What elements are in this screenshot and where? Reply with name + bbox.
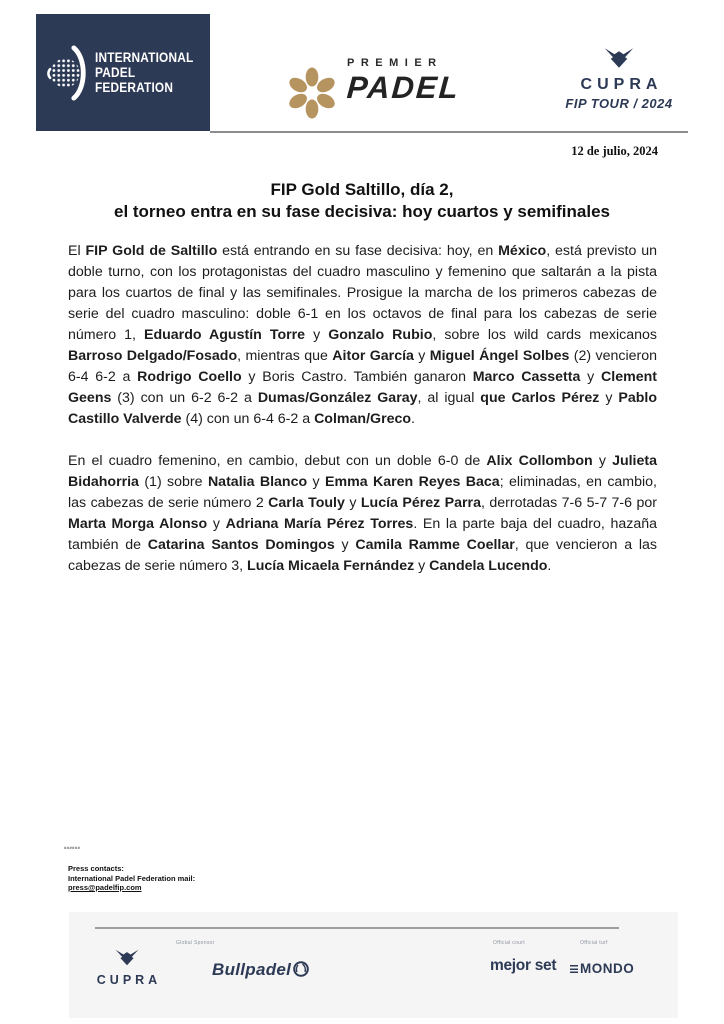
press-contacts-org: International Padel Federation mail:: [68, 873, 196, 883]
article-body: [68, 241, 657, 598]
page-title: [0, 179, 724, 222]
padel-label: PADEL: [345, 70, 461, 105]
press-email-link[interactable]: press@padelfip.com: [68, 883, 142, 892]
ipf-line-1: INTERNATIONAL: [95, 50, 194, 65]
header-divider: [210, 131, 688, 133]
cupra-wordmark: CUPRA: [580, 76, 663, 93]
body-paragraph-2: En el cuadro femenino, en cambio, debut con un doble 6-0 de Alix Collombon y Julieta Bidahorria (1) sobre Natalia Blanco y Emma Karen Reyes Baca; eliminadas, en cambio, las cabezas de serie número 2 Carla Touly y Lucía Pérez Parra, derrotadas 7-6 5-7 7-6 por Marta Morga Alonso y Adriana María Pérez Torres. En la parte baja del cuadro, hazaña también de Catarina Santos Domingos y Camila Ramme Coellar, que vencieron a las cabezas de serie número 3, Lucía Micaela Fernández y Candela Lucendo.: [68, 453, 658, 574]
press-contacts-block: [68, 864, 195, 893]
premier-padel-wordmark: [347, 57, 460, 103]
title-line-2: el torneo entra en su fase decisiva: hoy cuartos y semifinales: [113, 201, 611, 221]
ipf-logo: [36, 14, 210, 131]
sponsor-label-court: Official court: [493, 940, 525, 946]
premier-label: PREMIER: [347, 57, 443, 69]
cupra-fip-tour-logo: [560, 46, 678, 111]
padel-racket-icon: [46, 44, 92, 102]
body-paragraph-1: El FIP Gold de Saltillo está entrando en su fase decisiva: hoy, en México, está previsto un doble turno, con los protagonistas del cuadro masculino y femenino que saltarán a la pista para los cuartos de final y las semifinales. Prosigue la marcha de los primeros cabezas de serie del cuadro masculino: doble 6-1 en los octavos de final para los cabezas de serie número 1, Eduardo Agustín Torre y Gonzalo Rubio, sobre los wild cards mexicanos Barroso Delgado/Fosado, mientras que Aitor García y Miguel Ángel Solbes (2) vencieron 6-4 6-2 a Rodrigo Coello y Boris Castro. También ganaron Marco Cassetta y Clement Geens (3) con un 6-2 6-2 a Dumas/González Garay, al igual que Carlos Pérez y Pablo Castillo Valverde (4) con un 6-4 6-2 a Colman/Greco.: [68, 243, 658, 427]
fip-tour-2024-label: FIP TOUR / 2024: [565, 96, 673, 111]
premier-padel-flower-icon: [286, 67, 338, 119]
ipf-wordmark: [95, 50, 193, 95]
press-contacts-heading: Press contacts:: [68, 864, 124, 873]
bullpadel-wordmark: Bullpadel: [212, 960, 292, 979]
cupra-icon: [604, 46, 634, 70]
mondo-bars-icon: [570, 965, 578, 973]
mondo-logo: [570, 961, 634, 976]
cupra-footer-wordmark: CUPRA: [96, 973, 162, 987]
sponsor-label-turf: Official turf: [580, 940, 608, 946]
ipf-line-3: FEDERATION: [95, 80, 174, 95]
mondo-wordmark: MONDO: [580, 961, 635, 976]
premier-padel-logo: [286, 57, 460, 119]
sponsor-strip: [69, 912, 678, 1018]
footer-divider: [95, 927, 619, 929]
illegible-micro-text: ######: [64, 845, 81, 850]
ipf-line-2: PADEL: [95, 65, 136, 80]
cupra-icon: [115, 948, 139, 967]
title-line-1: FIP Gold Saltillo, día 2,: [270, 180, 454, 199]
date-line: 12 de julio, 2024: [571, 144, 658, 158]
cupra-footer-logo: [91, 948, 163, 987]
mejorset-logo: mejor set: [490, 957, 557, 974]
sponsor-label-global: Global Sponsor: [176, 940, 215, 946]
bullpadel-logo: [212, 960, 310, 980]
padel-ball-icon: [292, 960, 310, 978]
